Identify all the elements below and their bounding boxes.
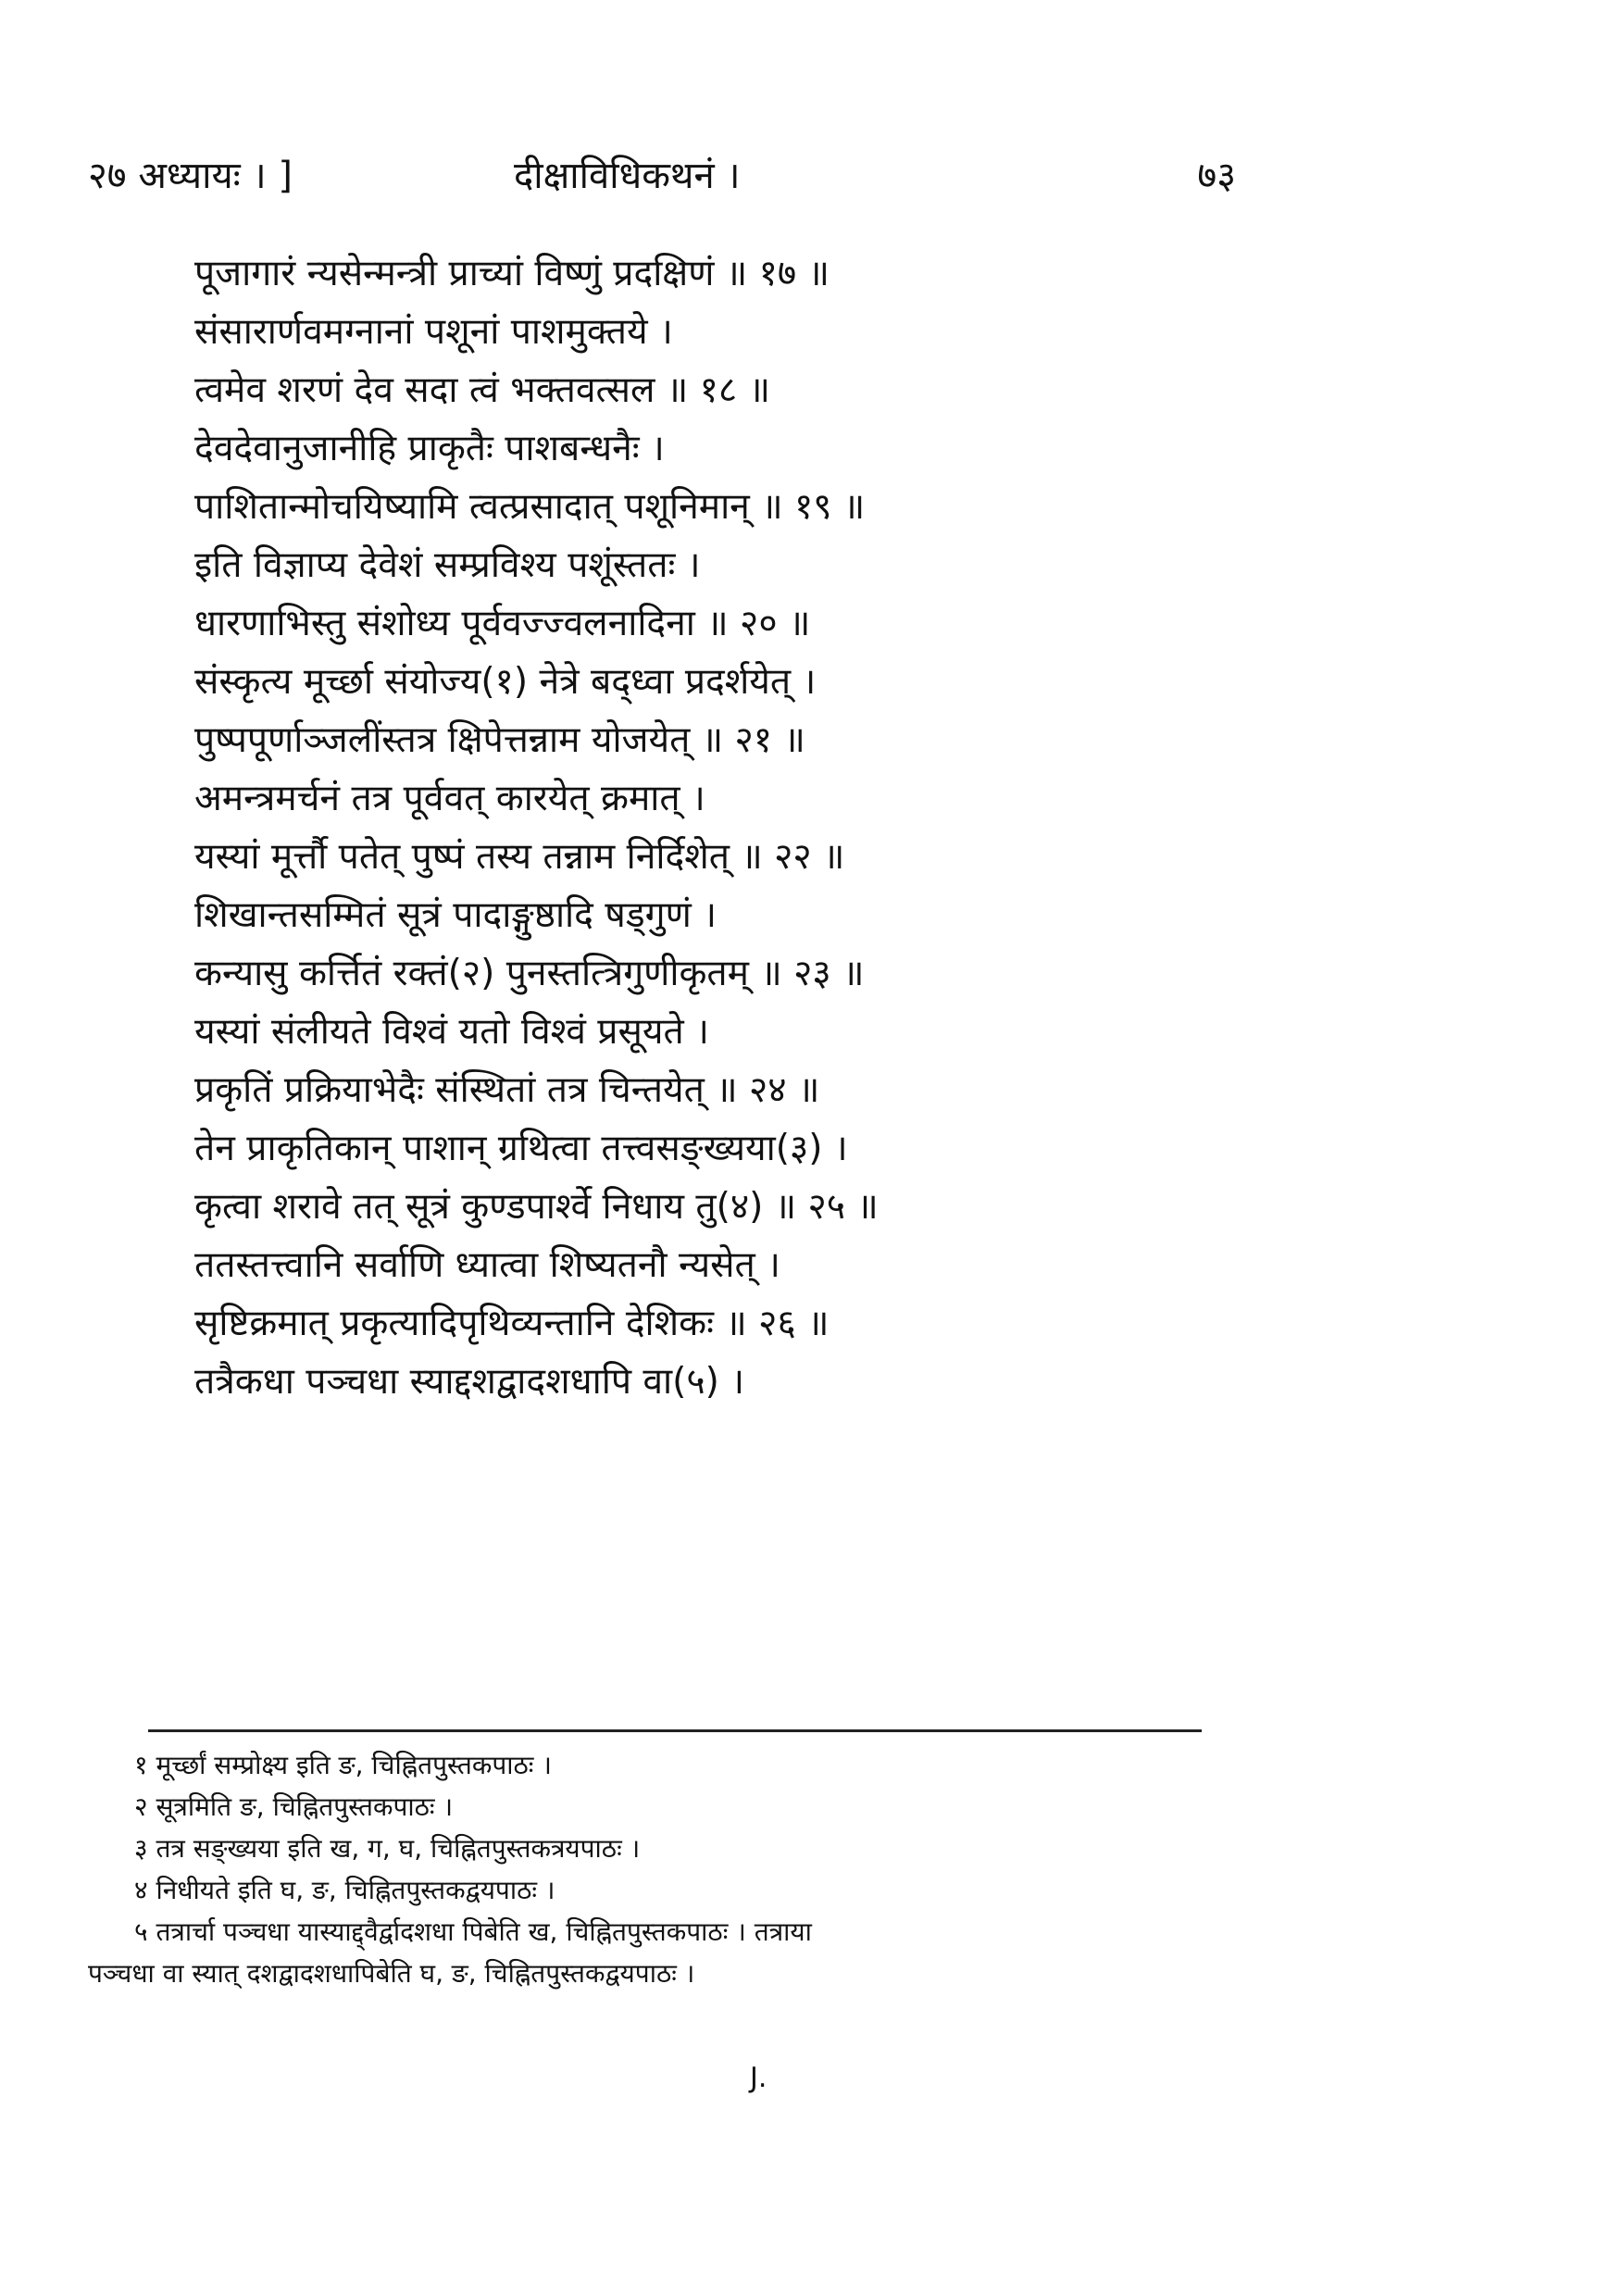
verse-line: धारणाभिस्तु संशोध्य पूर्ववज्ज्वलनादिना ॥ २० ॥ bbox=[194, 603, 811, 644]
footnote-divider bbox=[148, 1729, 1202, 1732]
verse-block bbox=[194, 244, 1342, 1411]
verse-line: तेन प्राकृतिकान् पाशान् ग्रथित्वा तत्त्वसङ्ख्यया(३) । bbox=[194, 1128, 848, 1169]
footnote: ४ निधीयते इति घ, ङ, चिह्नितपुस्तकद्वयपाठः । bbox=[134, 1875, 555, 1905]
verse-line: शिखान्तसम्मितं सूत्रं पादाङ्गुष्ठादि षड्गुणं । bbox=[194, 894, 717, 936]
footnote: ३ तत्र सङ्ख्यया इति ख, ग, घ, चिह्नितपुस्तकत्रयपाठः । bbox=[134, 1833, 641, 1864]
footnotes bbox=[88, 1744, 1245, 1994]
verse-line: इति विज्ञाप्य देवेशं सम्प्रविश्य पशूंस्ततः । bbox=[194, 544, 701, 586]
chapter-reference: २७ अध्यायः । ] bbox=[88, 155, 293, 197]
verse-line: संसारार्णवमग्नानां पशूनां पाशमुक्तये । bbox=[194, 311, 673, 353]
verse-line: अमन्त्रमर्चनं तत्र पूर्ववत् कारयेत् क्रमात् । bbox=[194, 778, 705, 819]
verse-line: पुष्पपूर्णाञ्जलींस्तत्र क्षिपेत्तन्नाम योजयेत् ॥ २१ ॥ bbox=[194, 719, 805, 761]
verse-line: कृत्वा शरावे तत् सूत्रं कुण्डपार्श्वे निधाय तु(४) ॥ २५ ॥ bbox=[194, 1186, 879, 1228]
verse-line: प्रकृतिं प्रक्रियाभेदैः संस्थितां तत्र चिन्तयेत् ॥ २४ ॥ bbox=[194, 1069, 820, 1111]
verse-line: यस्यां संलीयते विश्वं यतो विश्वं प्रसूयते । bbox=[194, 1011, 709, 1053]
verse-line: पाशितान्मोचयिष्यामि त्वत्प्रसादात् पशूनिमान् ॥ १९ ॥ bbox=[194, 486, 866, 528]
footnote-continuation: पञ्चधा वा स्यात् दशद्वादशधापिबेति घ, ङ, चिह्नितपुस्तकद्वयपाठः । bbox=[88, 1958, 695, 1989]
verse-line: पूजागारं न्यसेन्मन्त्री प्राच्यां विष्णुं प्रदक्षिणं ॥ १७ ॥ bbox=[194, 253, 830, 294]
verse-line: कन्यासु कर्त्तितं रक्तं(२) पुनस्तत्त्रिगुणीकृतम् ॥ २३ ॥ bbox=[194, 953, 865, 994]
verse-line: यस्यां मूर्त्तौ पतेत् पुष्पं तस्य तन्नाम निर्दिशेत् ॥ २२ ॥ bbox=[194, 836, 845, 878]
footnote: २ सूत्रमिति ङ, चिह्नितपुस्तकपाठः । bbox=[134, 1791, 454, 1822]
footnote: ५ तत्रार्चा पञ्चधा यास्याद्द्वैर्द्वादशधा पिबेति ख, चिह्नितपुस्तकपाठः । तत्राया bbox=[134, 1916, 812, 1947]
verse-line: संस्कृत्य मूर्च्छा संयोज्य(१) नेत्रे बद्ध्वा प्रदर्शयेत् । bbox=[194, 661, 817, 703]
footnote: १ मूर्च्छां सम्प्रोक्ष्य इति ङ, चिह्नितपुस्तकपाठः । bbox=[134, 1750, 552, 1780]
running-header bbox=[88, 148, 1236, 204]
verse-line: ततस्तत्त्वानि सर्वाणि ध्यात्वा शिष्यतनौ न्यसेत् । bbox=[194, 1244, 780, 1286]
page-number: ७३ bbox=[1197, 155, 1236, 197]
page-title: दीक्षाविधिकथनं । bbox=[514, 155, 741, 197]
verse-line: देवदेवानुजानीहि प्राकृतैः पाशबन्धनैः । bbox=[194, 428, 665, 469]
verse-line: सृष्टिक्रमात् प्रकृत्यादिपृथिव्यन्तानि देशिकः ॥ २६ ॥ bbox=[194, 1303, 830, 1344]
verse-line: तत्रैकधा पञ्चधा स्याद्दशद्वादशधापि वा(५) । bbox=[194, 1361, 745, 1403]
verse-line: त्वमेव शरणं देव सदा त्वं भक्तवत्सल ॥ १८ ॥ bbox=[194, 369, 770, 411]
signature-mark: J. bbox=[750, 2062, 767, 2094]
